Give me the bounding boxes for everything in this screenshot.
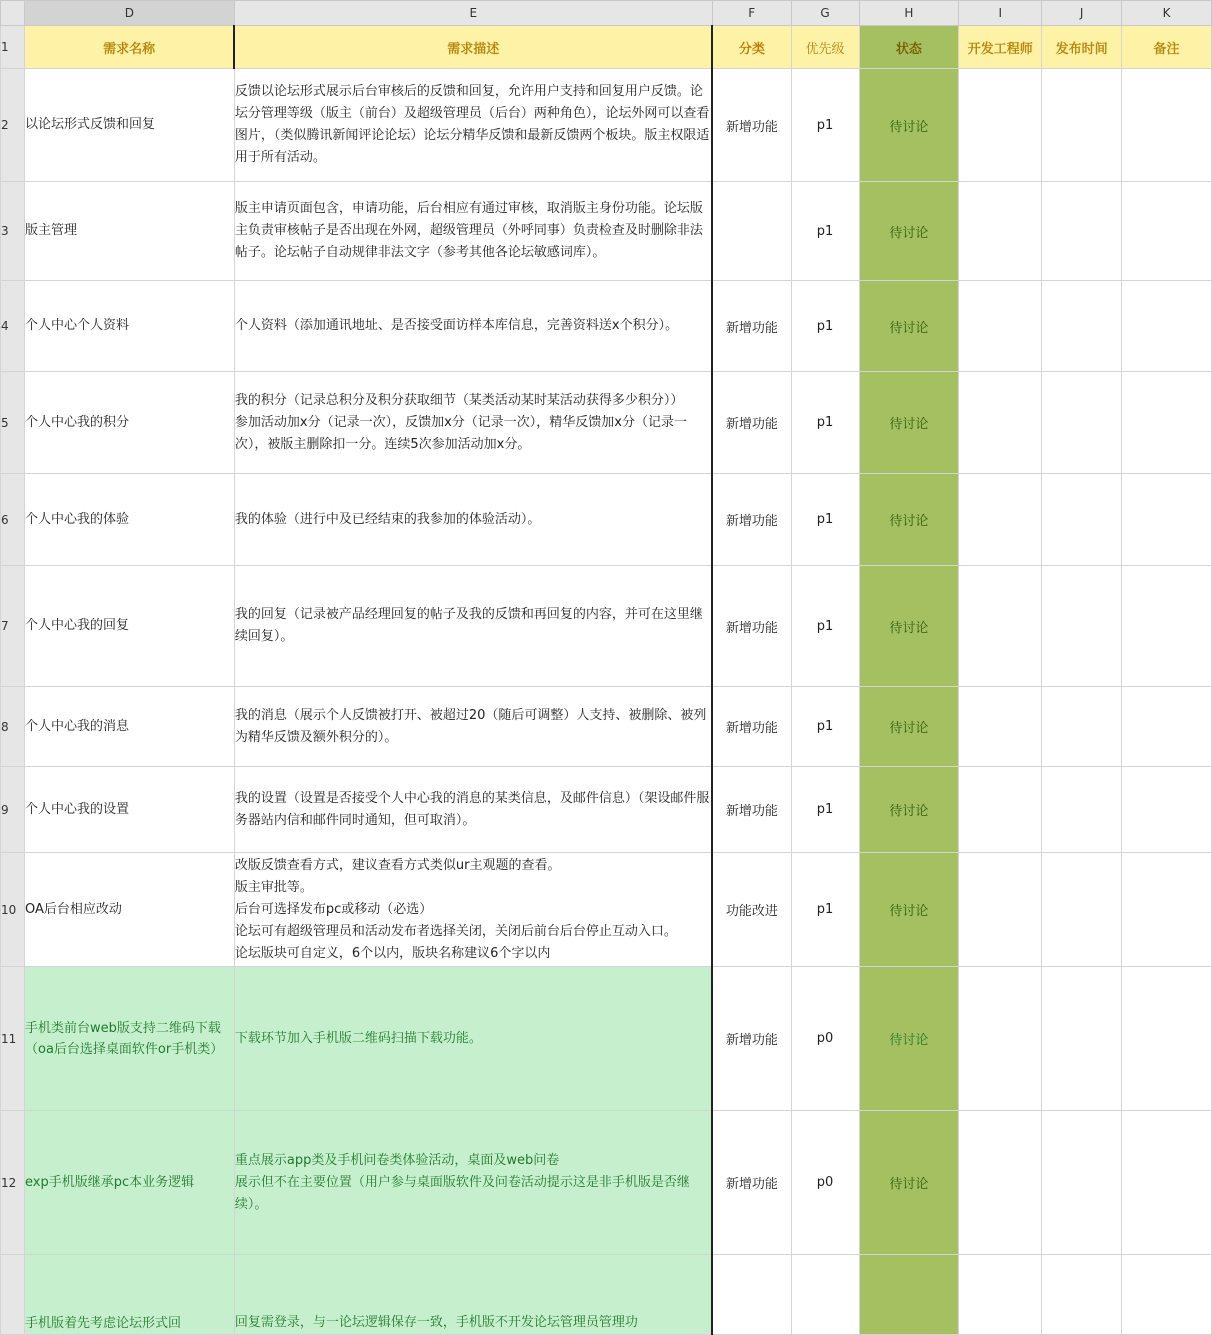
header-priority[interactable]: 优先级: [791, 26, 859, 69]
cell-category[interactable]: 新增功能: [712, 1111, 791, 1255]
row-number[interactable]: 4: [1, 281, 25, 372]
cell-name[interactable]: 版主管理: [24, 182, 234, 281]
cell-desc[interactable]: 反馈以论坛形式展示后台审核后的反馈和回复，允许用户支持和回复用户反馈。论坛分管理等级（版主（前台）及超级管理员（后台）两种角色），论坛外网可以查看图片，（类似腾讯新闻评论论坛）论坛分精华反馈和最新反馈两个板块。版主权限适用于所有活动。: [234, 69, 712, 182]
cell-desc[interactable]: 我的回复（记录被产品经理回复的帖子及我的反馈和再回复的内容，并可在这里继续回复）。: [234, 566, 712, 687]
cell-developer[interactable]: [959, 1255, 1042, 1335]
cell-priority[interactable]: p1: [791, 69, 859, 182]
cell-release-time[interactable]: [1042, 372, 1122, 474]
cell-release-time[interactable]: [1042, 566, 1122, 687]
cell-remarks[interactable]: [1122, 1111, 1212, 1255]
cell-status[interactable]: 待讨论: [859, 1111, 959, 1255]
cell-release-time[interactable]: [1042, 853, 1122, 967]
cell-status[interactable]: 待讨论: [859, 687, 959, 767]
cell-status[interactable]: 待讨论: [859, 853, 959, 967]
cell-category[interactable]: [712, 182, 791, 281]
cell-release-time[interactable]: [1042, 69, 1122, 182]
cell-category[interactable]: 新增功能: [712, 372, 791, 474]
cell-category[interactable]: [712, 1255, 791, 1335]
cell-desc[interactable]: 版主申请页面包含，申请功能，后台相应有通过审核，取消版主身份功能。论坛版主负责审核帖子是否出现在外网，超级管理员（外呼同事）负责检查及时删除非法帖子。论坛帖子自动规律非法文字（参考其他各论坛敏感词库）。: [234, 182, 712, 281]
header-requirement-name[interactable]: 需求名称: [24, 26, 234, 69]
cell-release-time[interactable]: [1042, 967, 1122, 1111]
cell-name[interactable]: 个人中心我的回复: [24, 566, 234, 687]
header-developer[interactable]: 开发工程师: [959, 26, 1042, 69]
cell-priority[interactable]: p1: [791, 372, 859, 474]
column-header-h[interactable]: H: [859, 1, 959, 26]
cell-name[interactable]: 以论坛形式反馈和回复: [24, 69, 234, 182]
header-category[interactable]: 分类: [712, 26, 791, 69]
cell-desc[interactable]: 个人资料（添加通讯地址、是否接受面访样本库信息，完善资料送x个积分）。: [234, 281, 712, 372]
cell-developer[interactable]: [959, 967, 1042, 1111]
cell-category[interactable]: 新增功能: [712, 767, 791, 853]
cell-priority[interactable]: [791, 1255, 859, 1335]
row-number[interactable]: 9: [1, 767, 25, 853]
table-row: [1, 1255, 1212, 1335]
cell-category[interactable]: 新增功能: [712, 69, 791, 182]
table-row: [1, 566, 1212, 687]
table-row: [1, 474, 1212, 566]
row-number[interactable]: 7: [1, 566, 25, 687]
cell-status[interactable]: 待讨论: [859, 281, 959, 372]
cell-remarks[interactable]: [1122, 853, 1212, 967]
cell-remarks[interactable]: [1122, 687, 1212, 767]
cell-desc[interactable]: 改版反馈查看方式，建议查看方式类似ur主观题的查看。 版主审批等。 后台可选择发布pc或移动（必选） 论坛可有超级管理员和活动发布者选择关闭，关闭后前台后台停止互动入口。 论坛版块可自定义，6个以内，版块名称建议6个字以内: [234, 853, 712, 967]
cell-priority[interactable]: p1: [791, 687, 859, 767]
column-header-k[interactable]: K: [1122, 1, 1212, 26]
cell-developer[interactable]: [959, 372, 1042, 474]
table-row: [1, 687, 1212, 767]
cell-developer[interactable]: [959, 474, 1042, 566]
cell-release-time[interactable]: [1042, 767, 1122, 853]
cell-category[interactable]: 新增功能: [712, 281, 791, 372]
cell-developer[interactable]: [959, 687, 1042, 767]
cell-release-time[interactable]: [1042, 1255, 1122, 1335]
cell-priority[interactable]: p1: [791, 281, 859, 372]
cell-release-time[interactable]: [1042, 474, 1122, 566]
cell-name[interactable]: 个人中心我的体验: [24, 474, 234, 566]
cell-priority[interactable]: p1: [791, 566, 859, 687]
row-number[interactable]: 6: [1, 474, 25, 566]
cell-remarks[interactable]: [1122, 967, 1212, 1111]
cell-developer[interactable]: [959, 182, 1042, 281]
cell-developer[interactable]: [959, 281, 1042, 372]
header-remarks[interactable]: 备注: [1122, 26, 1212, 69]
cell-status[interactable]: 待讨论: [859, 372, 959, 474]
cell-release-time[interactable]: [1042, 1111, 1122, 1255]
table-row: [1, 372, 1212, 474]
row-number[interactable]: 2: [1, 69, 25, 182]
table-row: [1, 967, 1212, 1111]
cell-desc[interactable]: 我的体验（进行中及已经结束的我参加的体验活动）。: [234, 474, 712, 566]
row-number[interactable]: 10: [1, 853, 25, 967]
table-row: [1, 767, 1212, 853]
cell-release-time[interactable]: [1042, 687, 1122, 767]
cell-name[interactable]: 个人中心个人资料: [24, 281, 234, 372]
table-row: [1, 281, 1212, 372]
row-number[interactable]: 12: [1, 1111, 25, 1255]
cell-status[interactable]: 待讨论: [859, 967, 959, 1111]
column-header-f[interactable]: F: [712, 1, 791, 26]
cell-name[interactable]: 个人中心我的消息: [24, 687, 234, 767]
cell-developer[interactable]: [959, 853, 1042, 967]
cell-status[interactable]: [859, 1255, 959, 1335]
row-number[interactable]: 11: [1, 967, 25, 1111]
column-header-row: [1, 1, 1212, 26]
cell-desc[interactable]: 我的消息（展示个人反馈被打开、被超过20（随后可调整）人支持、被删除、被列为精华反馈及额外积分的）。: [234, 687, 712, 767]
select-all-corner[interactable]: [1, 1, 25, 26]
cell-desc[interactable]: 回复需登录，与一论坛逻辑保存一致，手机版不开发论坛管理员管理功: [234, 1255, 712, 1335]
cell-category[interactable]: 新增功能: [712, 474, 791, 566]
cell-release-time[interactable]: [1042, 182, 1122, 281]
cell-priority[interactable]: p0: [791, 967, 859, 1111]
column-header-e[interactable]: E: [234, 1, 712, 26]
cell-status[interactable]: 待讨论: [859, 566, 959, 687]
column-header-i[interactable]: I: [959, 1, 1042, 26]
cell-remarks[interactable]: [1122, 182, 1212, 281]
cell-name[interactable]: OA后台相应改动: [24, 853, 234, 967]
cell-name[interactable]: 手机版着先考虑论坛形式回: [24, 1255, 234, 1335]
column-header-g[interactable]: G: [791, 1, 859, 26]
cell-name[interactable]: 个人中心我的积分: [24, 372, 234, 474]
column-header-d[interactable]: D: [24, 1, 234, 26]
cell-name[interactable]: 手机类前台web版支持二维码下载（oa后台选择桌面软件or手机类）: [24, 967, 234, 1111]
cell-priority[interactable]: p0: [791, 1111, 859, 1255]
header-status[interactable]: 状态: [859, 26, 959, 69]
table-row: [1, 69, 1212, 182]
header-release-time[interactable]: 发布时间: [1042, 26, 1122, 69]
cell-priority[interactable]: p1: [791, 474, 859, 566]
cell-status[interactable]: 待讨论: [859, 69, 959, 182]
cell-developer[interactable]: [959, 767, 1042, 853]
cell-developer[interactable]: [959, 566, 1042, 687]
cell-remarks[interactable]: [1122, 1255, 1212, 1335]
cell-status[interactable]: 待讨论: [859, 767, 959, 853]
cell-desc[interactable]: 重点展示app类及手机问卷类体验活动，桌面及web问卷 展示但不在主要位置（用户参与桌面版软件及问卷活动提示这是非手机版是否继续）。: [234, 1111, 712, 1255]
cell-category[interactable]: 新增功能: [712, 687, 791, 767]
row-number[interactable]: 3: [1, 182, 25, 281]
cell-remarks[interactable]: [1122, 474, 1212, 566]
cell-priority[interactable]: p1: [791, 767, 859, 853]
cell-status[interactable]: 待讨论: [859, 474, 959, 566]
cell-desc[interactable]: 下载环节加入手机版二维码扫描下载功能。: [234, 967, 712, 1111]
cell-name[interactable]: 个人中心我的设置: [24, 767, 234, 853]
cell-remarks[interactable]: [1122, 281, 1212, 372]
row-number[interactable]: [1, 1255, 25, 1335]
row-number[interactable]: 5: [1, 372, 25, 474]
row-number[interactable]: 1: [1, 26, 25, 69]
cell-priority[interactable]: p1: [791, 182, 859, 281]
cell-category[interactable]: 功能改进: [712, 853, 791, 967]
cell-category[interactable]: 新增功能: [712, 967, 791, 1111]
cell-remarks[interactable]: [1122, 767, 1212, 853]
cell-status[interactable]: 待讨论: [859, 182, 959, 281]
cell-remarks[interactable]: [1122, 566, 1212, 687]
header-requirement-desc[interactable]: 需求描述: [234, 26, 712, 69]
cell-developer[interactable]: [959, 69, 1042, 182]
table-row: [1, 1111, 1212, 1255]
table-row: [1, 853, 1212, 967]
cell-desc[interactable]: 我的设置（设置是否接受个人中心我的消息的某类信息，及邮件信息）（架设邮件服务器站内信和邮件同时通知，但可取消）。: [234, 767, 712, 853]
column-header-j[interactable]: J: [1042, 1, 1122, 26]
table-header-row: [1, 26, 1212, 69]
table-row: [1, 182, 1212, 281]
cell-name[interactable]: exp手机版继承pc本业务逻辑: [24, 1111, 234, 1255]
cell-developer[interactable]: [959, 1111, 1042, 1255]
row-number[interactable]: 8: [1, 687, 25, 767]
cell-remarks[interactable]: [1122, 372, 1212, 474]
cell-priority[interactable]: p1: [791, 853, 859, 967]
cell-remarks[interactable]: [1122, 69, 1212, 182]
cell-release-time[interactable]: [1042, 281, 1122, 372]
cell-desc[interactable]: 我的积分（记录总积分及积分获取细节（某类活动某时某活动获得多少积分）） 参加活动加x分（记录一次），反馈加x分（记录一次），精华反馈加x分（记录一次），被版主删除扣一分。连续5次参加活动加x分。: [234, 372, 712, 474]
cell-category[interactable]: 新增功能: [712, 566, 791, 687]
